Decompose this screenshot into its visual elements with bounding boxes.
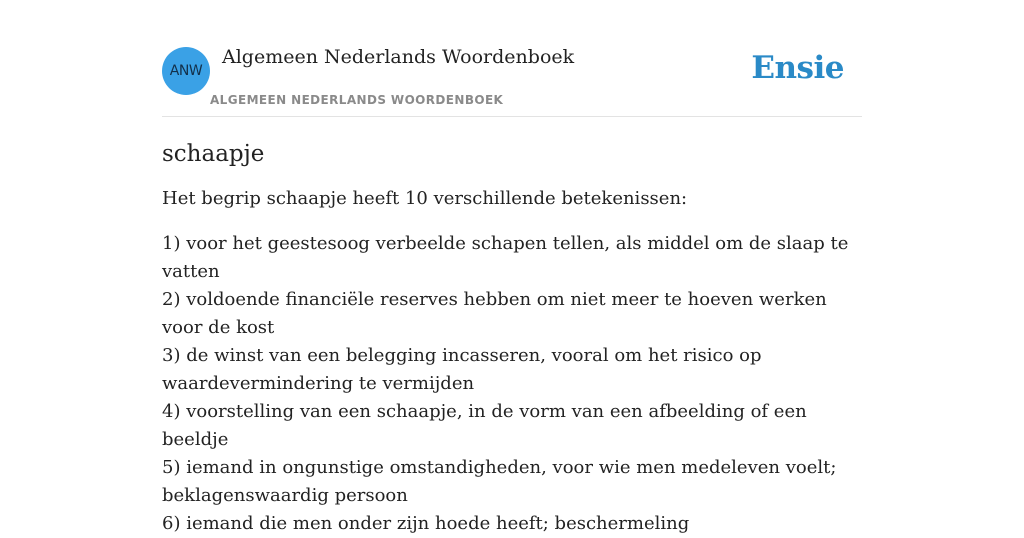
term-heading: schaapje <box>162 141 265 167</box>
definition-item: 4) voorstelling van een schaapje, in de vorm van een afbeelding of een beeldje <box>162 401 807 450</box>
definition-item: 1) voor het geestesoog verbeelde schapen tellen, als middel om de slaap te vatten <box>162 233 849 282</box>
definitions-list <box>162 230 862 538</box>
ensie-logo-link[interactable]: Ensie <box>751 50 844 86</box>
definition-item: 6) iemand die men onder zijn hoede heeft; beschermeling <box>162 513 690 534</box>
source-title[interactable]: Algemeen Nederlands Woordenboek <box>222 46 575 68</box>
page-container <box>162 0 862 538</box>
source-subtitle: ALGEMEEN NEDERLANDS WOORDENBOEK <box>210 93 504 107</box>
definition-item: 5) iemand in ongunstige omstandigheden, voor wie men medeleven voelt; beklagenswaardig persoon <box>162 457 837 506</box>
source-header <box>162 0 862 117</box>
source-logo-text: ANW <box>169 63 203 79</box>
definition-item: 3) de winst van een belegging incasseren, vooral om het risico op waardevermindering te vermijden <box>162 345 762 394</box>
definition-item: 2) voldoende financiële reserves hebben om niet meer te hoeven werken voor de kost <box>162 289 827 338</box>
meanings-intro: Het begrip schaapje heeft 10 verschillende betekenissen: <box>162 188 688 209</box>
source-logo[interactable] <box>162 47 210 95</box>
